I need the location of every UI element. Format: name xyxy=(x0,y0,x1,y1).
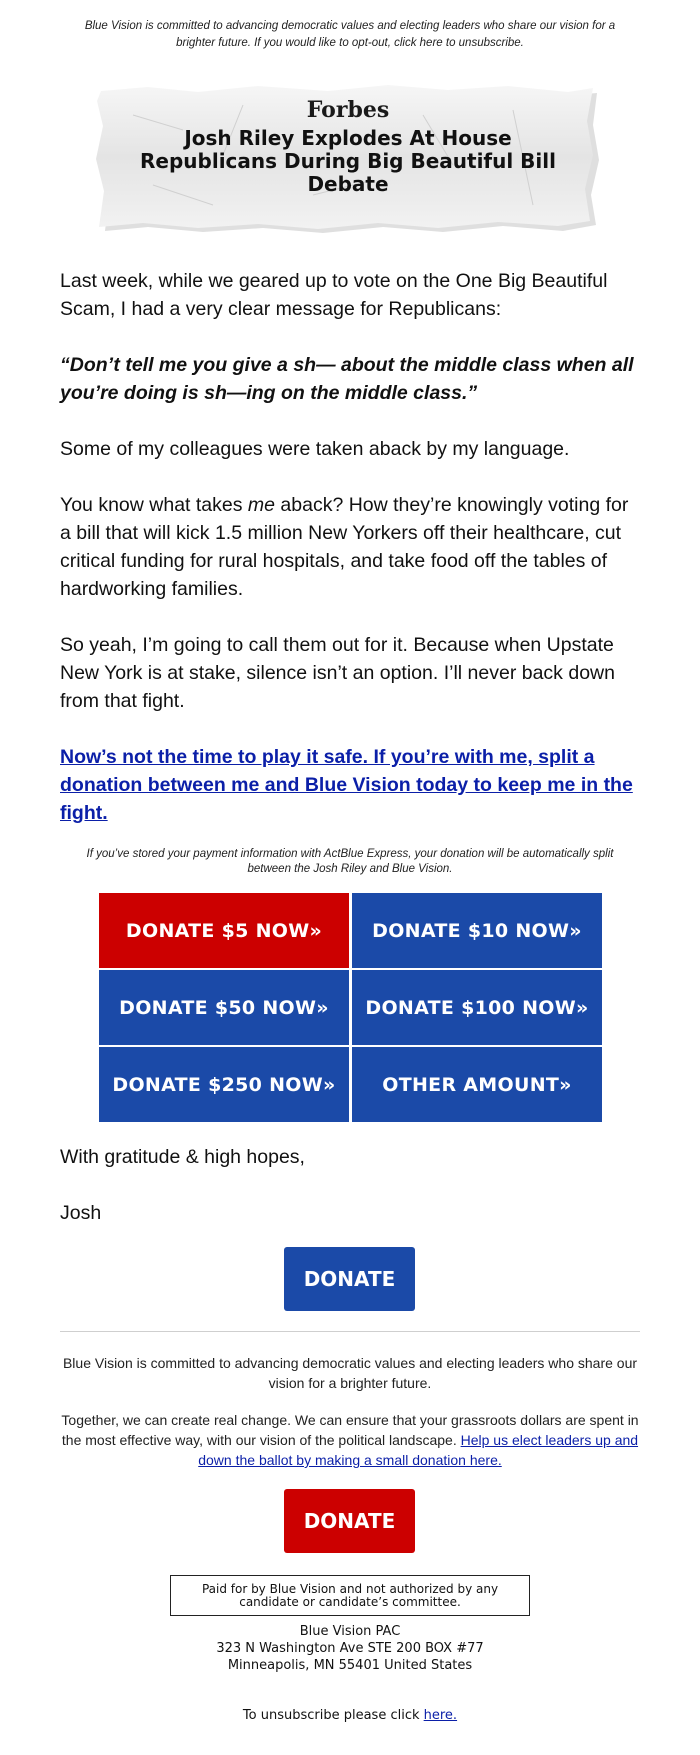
donate-button-grid xyxy=(99,893,602,1123)
donate-button-red[interactable]: DONATE xyxy=(284,1489,415,1553)
intro-paragraph: Last week, while we geared up to vote on the One Big Beautiful Scam, I had a very clear message for Republicans: xyxy=(60,270,608,320)
preheader: Blue Vision is committed to advancing democratic values and electing leaders who share our vision for a brighter future. If you would like to opt-out, click here to unsubscribe. xyxy=(84,20,616,49)
actblue-note: If you’ve stored your payment information with ActBlue Express, your donation will be automatically split between the Josh Riley and Blue Vision. xyxy=(86,848,614,875)
mailing-address xyxy=(100,1623,600,1674)
donate-10-button[interactable]: DONATE $10 NOW» xyxy=(352,893,602,968)
hero-image xyxy=(93,85,603,235)
address-street: 323 N Washington Ave STE 200 BOX #77 xyxy=(216,1641,484,1656)
donate-50-button[interactable]: DONATE $50 NOW» xyxy=(99,970,349,1045)
footer-grassroots xyxy=(60,1410,640,1470)
footer-grassroots-text: Together, we can create real change. We can ensure that your grassroots dollars are spent in the most effective way, with our vision of the political landscape. xyxy=(61,1412,639,1448)
footer-donate-link[interactable]: Help us elect leaders up and down the ballot by making a small donation here. xyxy=(198,1432,639,1468)
footer-mission: Blue Vision is committed to advancing democratic values and electing leaders who share our vision for a brighter future. xyxy=(62,1355,638,1391)
hero-brand: Forbes xyxy=(306,97,390,123)
signature: Josh xyxy=(60,1202,102,1224)
donate-5-button[interactable]: DONATE $5 NOW» xyxy=(99,893,349,968)
bill-paragraph-emphasis: me xyxy=(247,494,275,516)
fight-paragraph: So yeah, I’m going to call them out for it. Because when Upstate New York is at stake, silence isn’t an option. I’ll never back down from that fight. xyxy=(60,634,615,712)
bill-paragraph xyxy=(60,491,640,603)
bill-paragraph-end: aback? How they’re knowingly voting for a bill that will kick 1.5 million New Yorkers off their healthcare, cut critical funding for rural hospitals, and take food off the tables of hardworking families. xyxy=(60,494,629,600)
other-amount-button[interactable]: OTHER AMOUNT» xyxy=(352,1047,602,1122)
donate-button-blue[interactable]: DONATE xyxy=(284,1247,415,1311)
donate-250-button[interactable]: DONATE $250 NOW» xyxy=(99,1047,349,1122)
quote-paragraph: “Don’t tell me you give a sh— about the middle class when all you’re doing is sh—ing on the middle class.” xyxy=(60,354,634,404)
address-city: Minneapolis, MN 55401 United States xyxy=(227,1658,473,1673)
split-donation-link[interactable]: Now’s not the time to play it safe. If you’re with me, split a donation between me and Blue Vision today to keep me in the fight. xyxy=(60,746,633,824)
bill-paragraph-start: You know what takes xyxy=(60,494,248,516)
reaction-paragraph: Some of my colleagues were taken aback by my language. xyxy=(60,438,570,460)
unsubscribe-text: To unsubscribe please click xyxy=(242,1708,424,1723)
unsubscribe-line xyxy=(100,1708,600,1723)
closing-line: With gratitude & high hopes, xyxy=(60,1146,305,1168)
hero-headline: Josh Riley Explodes At House Republicans During Big Beautiful Bill Debate xyxy=(140,126,556,196)
unsubscribe-link[interactable]: here. xyxy=(423,1708,458,1723)
footer-divider xyxy=(60,1331,640,1332)
paid-for-disclaimer: Paid for by Blue Vision and not authorized by any candidate or candidate’s committee. xyxy=(170,1575,530,1616)
donate-100-button[interactable]: DONATE $100 NOW» xyxy=(352,970,602,1045)
address-name: Blue Vision PAC xyxy=(299,1624,401,1639)
